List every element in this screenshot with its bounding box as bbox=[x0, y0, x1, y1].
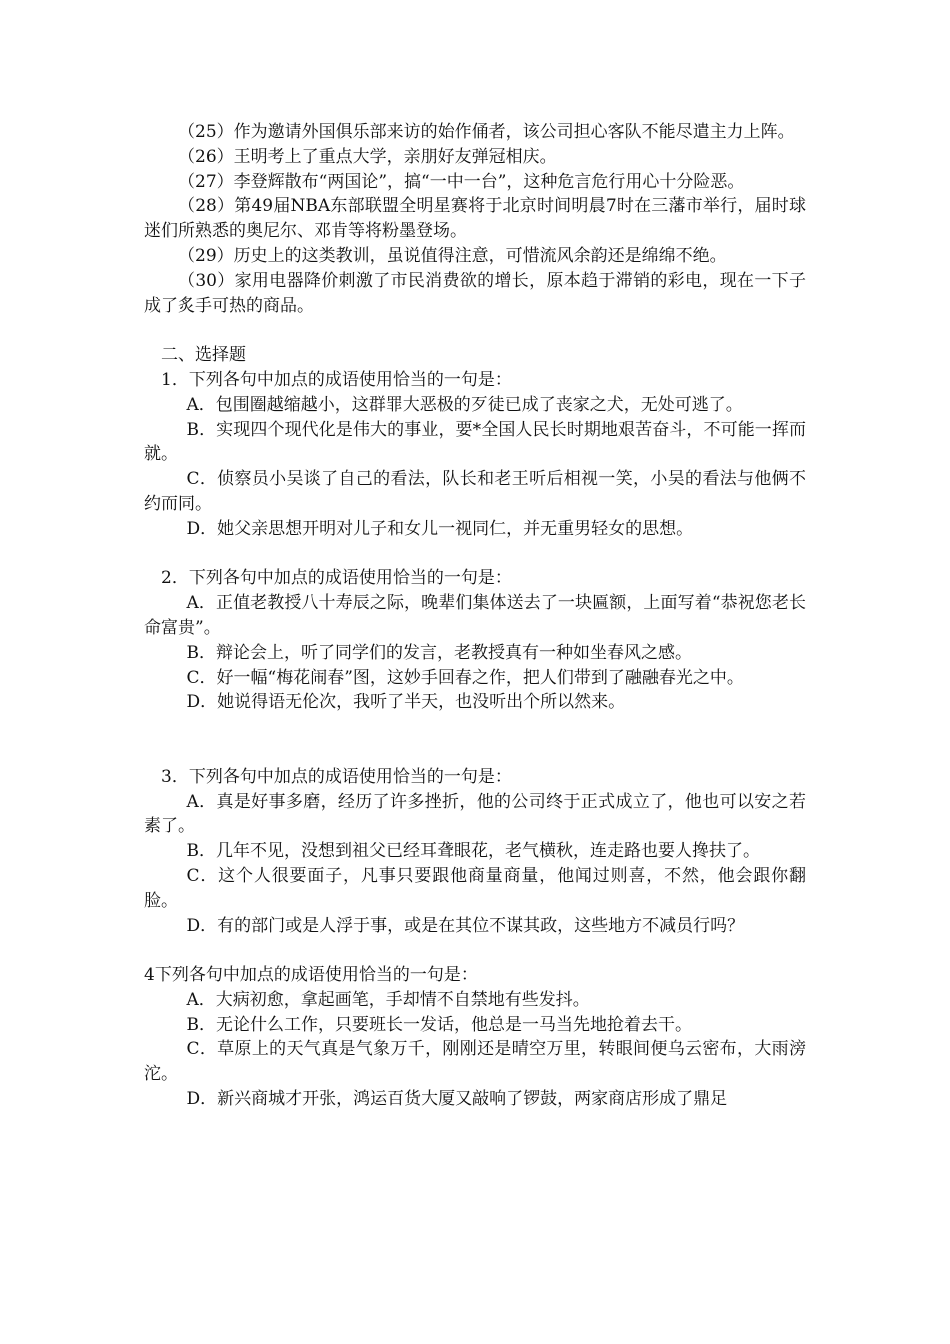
item-30: （30）家用电器降价刺激了市民消费欲的增长，原本趋于滞销的彩电，现在一下子成了炙手可热的商品。 bbox=[144, 270, 806, 316]
question-title: 3．下列各句中加点的成语使用恰当的一句是： bbox=[161, 766, 512, 787]
option-b: B．几年不见，没想到祖父已经耳聋眼花，老气横秋，连走路也要人搀扶了。 bbox=[186, 841, 760, 862]
option-d: D．新兴商城才开张，鸿运百货大厦又敲响了锣鼓，两家商店形成了鼎足 bbox=[186, 1089, 728, 1110]
question-title: 2．下列各句中加点的成语使用恰当的一句是： bbox=[161, 568, 512, 589]
option-b: B．无论什么工作，只要班长一发话，他总是一马当先地抢着去干。 bbox=[186, 1014, 692, 1035]
option-a: A．真是好事多磨，经历了许多挫折，他的公司终于正式成立了，他也可以安之若素了。 bbox=[144, 791, 806, 837]
question-4 bbox=[144, 963, 806, 1112]
option-d: D．她父亲思想开明对儿子和女儿一视同仁，并无重男轻女的思想。 bbox=[186, 518, 694, 539]
item-25: （25）作为邀请外国俱乐部来访的始作俑者，该公司担心客队不能尽遣主力上阵。 bbox=[178, 122, 795, 142]
option-b: B．辩论会上，听了同学们的发言，老教授真有一种如坐春风之感。 bbox=[186, 642, 692, 663]
option-d: D．她说得语无伦次，我听了半天，也没听出个所以然来。 bbox=[186, 692, 626, 713]
question-3 bbox=[144, 765, 806, 939]
question-title: 4下列各句中加点的成语使用恰当的一句是： bbox=[144, 965, 478, 986]
item-27: （27）李登辉散布“两国论”，搞“一中一台”，这种危言危行用心十分险恶。 bbox=[178, 171, 745, 192]
item-29: （29）历史上的这类教训，虽说值得注意，可惜流风余韵还是绵绵不绝。 bbox=[178, 245, 727, 266]
question-1 bbox=[144, 368, 806, 542]
item-26: （26）王明考上了重点大学，亲朋好友弹冠相庆。 bbox=[178, 146, 557, 167]
option-d: D．有的部门或是人浮于事，或是在其位不谋其政，这些地方不减员行吗？ bbox=[186, 915, 745, 936]
option-c: C．侦察员小吴谈了自己的看法，队长和老王听后相视一笑，小吴的看法与他俩不约而同。 bbox=[144, 469, 806, 514]
section-heading: 二、选择题 bbox=[161, 345, 246, 366]
option-c: C．好一幅“梅花闹春”图，这妙手回春之作，把人们带到了融融春光之中。 bbox=[186, 667, 744, 688]
item-28: （28）第49届NBA东部联盟全明星赛将于北京时间明晨7时在三藩市举行，届时球迷们所熟悉的奥尼尔、邓肯等将粉墨登场。 bbox=[144, 196, 806, 242]
option-c: C．草原上的天气真是气象万千，刚刚还是晴空万里，转眼间便乌云密布，大雨滂沱。 bbox=[144, 1039, 806, 1085]
question-2 bbox=[144, 566, 806, 715]
option-c: C．这个人很要面子，凡事只要跟他商量商量，他闻过则喜，不然，他会跟你翻脸。 bbox=[144, 865, 806, 911]
option-a: A．正值老教授八十寿辰之际，晚辈们集体送去了一块匾额，上面写着“恭祝您老长命富贵”。 bbox=[144, 593, 806, 638]
option-a: A．大病初愈，拿起画笔，手却情不自禁地有些发抖。 bbox=[186, 989, 590, 1010]
option-b: B．实现四个现代化是伟大的事业，要*全国人民长时期地艰苦奋斗，不可能一挥而就。 bbox=[144, 419, 806, 465]
question-title: 1．下列各句中加点的成语使用恰当的一句是： bbox=[161, 369, 512, 390]
option-a: A．包围圈越缩越小，这群罪大恶极的歹徒已成了丧家之犬，无处可逃了。 bbox=[186, 394, 743, 415]
part1-list bbox=[144, 120, 806, 318]
document-page bbox=[144, 120, 806, 1112]
